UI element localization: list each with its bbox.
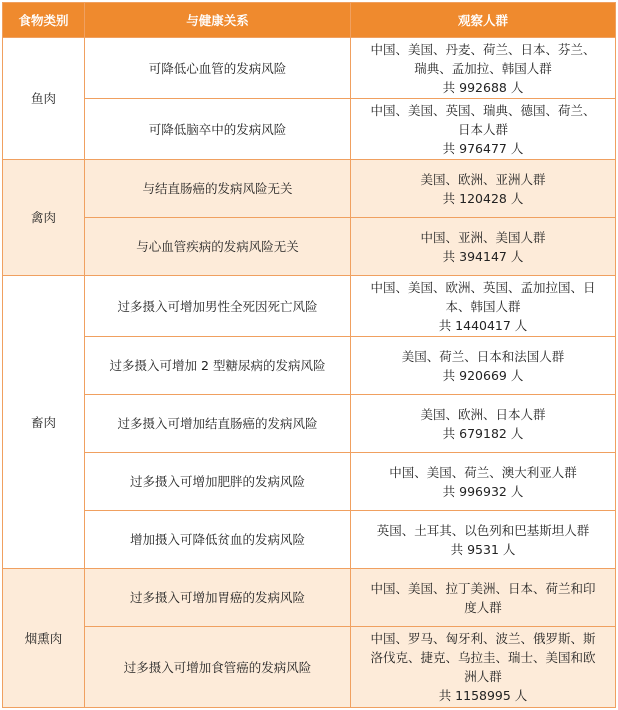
population-line: 中国、亚洲、美国人群 [420, 229, 546, 245]
table-row [3, 38, 616, 99]
table-body [3, 38, 616, 708]
population-cell [351, 337, 616, 395]
header-row [3, 3, 616, 38]
table-row [3, 395, 616, 453]
population-line: 本、韩国人群 [445, 298, 521, 314]
population-cell [351, 276, 616, 337]
population-line: 共 9531 人 [450, 541, 516, 557]
population-line: 共 679182 人 [442, 425, 524, 441]
health-relation-cell: 可降低心血管的发病风险 [85, 38, 351, 99]
population-line: 共 996932 人 [442, 483, 524, 499]
population-line: 中国、美国、拉丁美洲、日本、荷兰和印 [370, 580, 596, 596]
table-row [3, 511, 616, 569]
population-cell [351, 160, 616, 218]
population-cell [351, 99, 616, 160]
population-line: 共 394147 人 [442, 248, 524, 264]
population-cell [351, 218, 616, 276]
table-row [3, 453, 616, 511]
health-relation-cell: 过多摄入可增加胃癌的发病风险 [85, 569, 351, 627]
header-population: 观察人群 [351, 3, 616, 38]
health-relation-cell: 过多摄入可增加肥胖的发病风险 [85, 453, 351, 511]
health-relation-cell: 过多摄入可增加 2 型糖尿病的发病风险 [85, 337, 351, 395]
population-line: 共 992688 人 [442, 79, 524, 95]
food-category-cell: 烟熏肉 [3, 569, 85, 708]
health-relation-cell: 可降低脑卒中的发病风险 [85, 99, 351, 160]
health-relation-cell: 过多摄入可增加男性全死因死亡风险 [85, 276, 351, 337]
population-line: 中国、美国、荷兰、澳大利亚人群 [389, 464, 577, 480]
health-relation-cell: 过多摄入可增加食管癌的发病风险 [85, 627, 351, 708]
food-health-table [2, 2, 616, 708]
population-line: 英国、土耳其、以色列和巴基斯坦人群 [376, 522, 590, 538]
population-cell [351, 627, 616, 708]
population-line: 中国、罗马、匈牙利、波兰、俄罗斯、斯 [370, 631, 596, 646]
health-relation-cell: 与心血管疾病的发病风险无关 [85, 218, 351, 276]
population-line: 美国、欧洲、日本人群 [420, 406, 546, 422]
table-row [3, 160, 616, 218]
food-category-cell: 禽肉 [3, 160, 85, 276]
population-line: 中国、美国、丹麦、荷兰、日本、芬兰、 [370, 41, 596, 57]
population-line: 中国、美国、英国、瑞典、德国、荷兰、 [370, 102, 596, 118]
population-line: 共 920669 人 [442, 367, 524, 383]
population-cell [351, 511, 616, 569]
food-category-cell: 畜肉 [3, 276, 85, 569]
population-cell [351, 38, 616, 99]
food-category-cell: 鱼肉 [3, 38, 85, 160]
population-line: 瑞典、孟加拉、韩国人群 [414, 60, 552, 76]
header-health-relation: 与健康关系 [85, 3, 351, 38]
population-line: 共 120428 人 [442, 190, 524, 206]
population-line: 美国、荷兰、日本和法国人群 [401, 348, 565, 364]
header-food-category: 食物类别 [3, 3, 85, 38]
population-cell [351, 395, 616, 453]
health-relation-cell: 过多摄入可增加结直肠癌的发病风险 [85, 395, 351, 453]
table-row [3, 218, 616, 276]
health-relation-cell: 增加摄入可降低贫血的发病风险 [85, 511, 351, 569]
population-line: 日本人群 [457, 121, 508, 137]
population-line: 共 1440417 人 [438, 317, 528, 333]
table-row [3, 569, 616, 627]
population-line: 中国、美国、欧洲、英国、孟加拉国、日 [370, 279, 596, 295]
population-line: 共 976477 人 [442, 140, 524, 156]
population-line: 洛伐克、捷克、乌拉圭、瑞士、美国和欧 [370, 650, 596, 665]
table-row [3, 276, 616, 337]
table-row [3, 627, 616, 708]
population-cell [351, 569, 616, 627]
population-line: 度人群 [464, 599, 502, 615]
population-line: 洲人群 [464, 669, 502, 684]
population-cell [351, 453, 616, 511]
population-line: 美国、欧洲、亚洲人群 [420, 171, 546, 187]
table-row [3, 99, 616, 160]
table-row [3, 337, 616, 395]
health-relation-cell: 与结直肠癌的发病风险无关 [85, 160, 351, 218]
population-line: 共 1158995 人 [438, 688, 528, 703]
